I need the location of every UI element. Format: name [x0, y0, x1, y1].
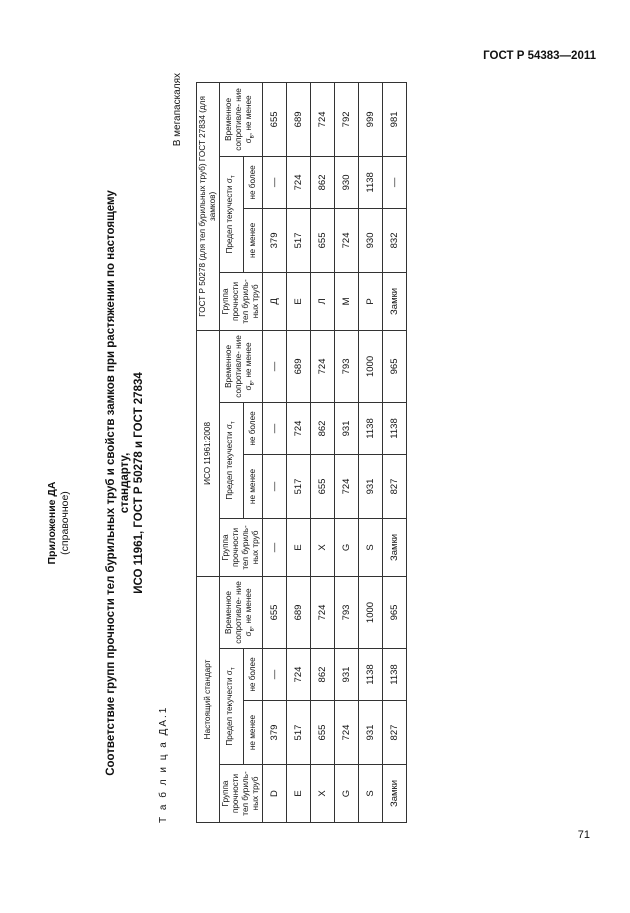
cell: Замки [383, 765, 407, 823]
cell: 1138 [359, 649, 383, 701]
cell: 724 [311, 576, 335, 648]
cell: 689 [287, 82, 311, 156]
cell: — [263, 518, 287, 576]
cell: 862 [311, 156, 335, 208]
col-strength-group: Группа прочности тел буриль- ных труб [220, 765, 263, 823]
col-strength-group: Группа прочности тел буриль- ных труб [220, 272, 263, 330]
cell: 379 [263, 701, 287, 765]
cell: 655 [263, 576, 287, 648]
page-number: 71 [577, 829, 590, 841]
cell: 792 [335, 82, 359, 156]
cell: G [335, 765, 359, 823]
cell: Л [311, 272, 335, 330]
cell: 832 [383, 208, 407, 272]
col-max: не более [244, 402, 263, 454]
col-yield: Предел текучести $\sigma_т$ [220, 402, 244, 518]
cell: 724 [311, 82, 335, 156]
cell: 724 [287, 402, 311, 454]
cell: 931 [335, 649, 359, 701]
group-header-gost: ГОСТ Р 50278 (для тел бурильных труб) ГОСТ 27834 (для замков) [197, 82, 220, 330]
table-row [287, 82, 311, 822]
cell: 930 [359, 208, 383, 272]
correspondence-table [196, 82, 407, 823]
appendix-heading [46, 433, 72, 613]
title-line-2: ИСО 11961, ГОСТ Р 50278 и ГОСТ 27834 [133, 372, 145, 594]
table-row [311, 82, 335, 822]
cell: 1138 [383, 402, 407, 454]
cell: 1000 [359, 576, 383, 648]
cell: 1000 [359, 330, 383, 402]
cell: 793 [335, 576, 359, 648]
table-caption: Т а б л и ц а ДА.1 [158, 705, 169, 823]
table-title [104, 173, 146, 793]
cell: X [311, 518, 335, 576]
cell: 827 [383, 454, 407, 518]
cell: — [263, 454, 287, 518]
col-strength-group: Группа прочности тел буриль- ных труб [220, 518, 263, 576]
cell: 793 [335, 330, 359, 402]
col-max: не более [244, 156, 263, 208]
cell: 827 [383, 701, 407, 765]
cell: S [359, 518, 383, 576]
appendix-label: Приложение ДА [46, 481, 58, 565]
table-row [359, 82, 383, 822]
cell: 965 [383, 330, 407, 402]
col-max: не более [244, 649, 263, 701]
cell: G [335, 518, 359, 576]
cell: 724 [287, 649, 311, 701]
cell: 689 [287, 330, 311, 402]
col-tensile: Временное сопротивле- ние $\sigma_в$, не менее [220, 82, 263, 156]
cell: 655 [263, 82, 287, 156]
cell: E [287, 765, 311, 823]
cell: 724 [335, 208, 359, 272]
cell: 931 [359, 701, 383, 765]
cell: 517 [287, 208, 311, 272]
cell: 655 [311, 208, 335, 272]
cell: 655 [311, 701, 335, 765]
table-row [335, 82, 359, 822]
cell: 862 [311, 402, 335, 454]
col-tensile: Временное сопротивле- ние $\sigma_в$, не менее [220, 576, 263, 648]
document-code: ГОСТ Р 54383—2011 [483, 50, 596, 62]
cell: 724 [335, 454, 359, 518]
cell: — [263, 402, 287, 454]
col-min: не менее [244, 208, 263, 272]
units-note: В мегапаскалях [172, 73, 183, 147]
table-row [383, 82, 407, 822]
cell: E [287, 518, 311, 576]
cell: 724 [311, 330, 335, 402]
cell: 931 [335, 402, 359, 454]
table-row [263, 82, 287, 822]
cell: — [263, 330, 287, 402]
cell: E [287, 272, 311, 330]
cell: 517 [287, 701, 311, 765]
cell: 655 [311, 454, 335, 518]
cell: Замки [383, 272, 407, 330]
cell: — [383, 156, 407, 208]
cell: Замки [383, 518, 407, 576]
cell: D [263, 765, 287, 823]
cell: 1138 [383, 649, 407, 701]
cell: 965 [383, 576, 407, 648]
cell: 981 [383, 82, 407, 156]
col-tensile: Временное сопротивле- ние $\sigma_в$, не менее [220, 330, 263, 402]
col-yield: Предел текучести $\sigma_т$ [220, 649, 244, 765]
cell: S [359, 765, 383, 823]
cell: 724 [335, 701, 359, 765]
cell: 517 [287, 454, 311, 518]
group-header-iso: ИСО 11961:2008 [197, 330, 220, 576]
cell: P [359, 272, 383, 330]
cell: — [263, 156, 287, 208]
cell: 724 [287, 156, 311, 208]
col-min: не менее [244, 454, 263, 518]
group-header-this-standard: Настоящий стандарт [197, 576, 220, 822]
cell: 930 [335, 156, 359, 208]
cell: 689 [287, 576, 311, 648]
cell: Д [263, 272, 287, 330]
col-min: не менее [244, 701, 263, 765]
cell: 862 [311, 649, 335, 701]
title-line-1: Соответствие групп прочности тел бурильных труб и свойств замков при растяжении по настоящему стандарту, [105, 190, 131, 776]
cell: 931 [359, 454, 383, 518]
cell: 999 [359, 82, 383, 156]
cell: 379 [263, 208, 287, 272]
cell: X [311, 765, 335, 823]
cell: 1138 [359, 156, 383, 208]
appendix-sub: (справочное) [59, 491, 71, 555]
cell: 1138 [359, 402, 383, 454]
col-yield: Предел текучести $\sigma_т$ [220, 156, 244, 272]
cell: M [335, 272, 359, 330]
cell: — [263, 649, 287, 701]
